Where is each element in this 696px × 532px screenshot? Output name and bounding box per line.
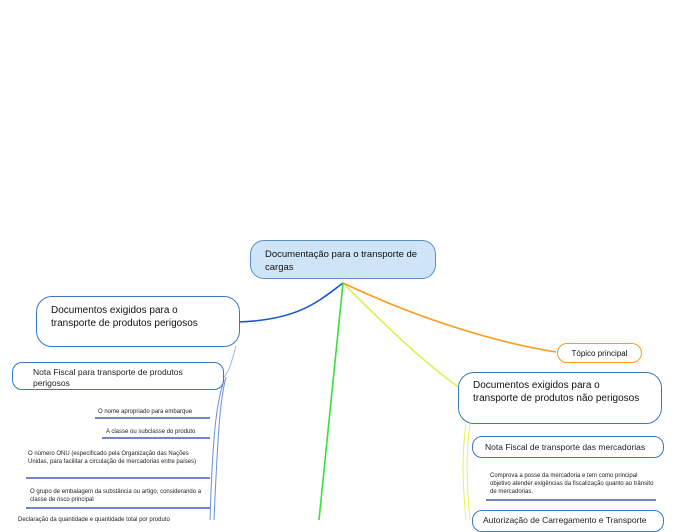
left-nota-fiscal-label: Nota Fiscal para transporte de produtos perigosos (33, 367, 183, 388)
link-root-right (343, 283, 460, 388)
leaf-grupo-embalagem[interactable]: O grupo de embalagem da substância ou artigo, considerando a classe de risco principal (30, 489, 202, 503)
right-autorizacao-topic[interactable] (472, 510, 664, 532)
link-root-down (319, 283, 343, 520)
leaf-nome-apropriado[interactable]: O nome apropriado para embarque (98, 409, 193, 415)
root-label: Documentação para o transporte de cargas (265, 249, 418, 273)
right-nota-fiscal-topic[interactable] (472, 436, 664, 458)
leaf-classe[interactable]: A classe ou subclasse do produto (106, 429, 196, 435)
root-topic[interactable] (250, 240, 436, 279)
link-root-topic (343, 283, 556, 352)
leaf-declaracao[interactable]: Declaração da quantidade e quantidade total por produto (18, 517, 170, 523)
link-left-items (214, 377, 226, 520)
left-main-topic[interactable] (36, 296, 240, 347)
right-main-topic[interactable] (458, 372, 662, 424)
leaf-nota-fiscal-desc[interactable]: Comprova a posse da mercadoria e tem como principal objetivo atender exigências da fiscalização quanto ao trânsito de mercadorias. (490, 473, 654, 495)
left-nota-fiscal-topic[interactable] (12, 362, 224, 390)
left-main-label: Documentos exigidos para o transporte de produtos perigosos (51, 305, 198, 329)
right-nota-fiscal-label: Nota Fiscal de transporte das mercadorias (485, 442, 646, 452)
topico-principal[interactable] (557, 343, 642, 363)
leaf-numero-onu[interactable]: O número ONU (especificado pela Organização das Nações Unidas, para facilitar a circulação de mercadorias entre países) (28, 451, 197, 465)
link-right-trunk (463, 424, 466, 520)
topico-principal-label: Tópico principal (571, 349, 628, 358)
right-main-label: Documentos exigidos para o transporte de produtos não perigosos (473, 380, 640, 404)
link-left-trunk (224, 346, 236, 377)
right-autorizacao-label: Autorização de Carregamento e Transporte (483, 515, 647, 525)
link-root-left (238, 283, 343, 322)
